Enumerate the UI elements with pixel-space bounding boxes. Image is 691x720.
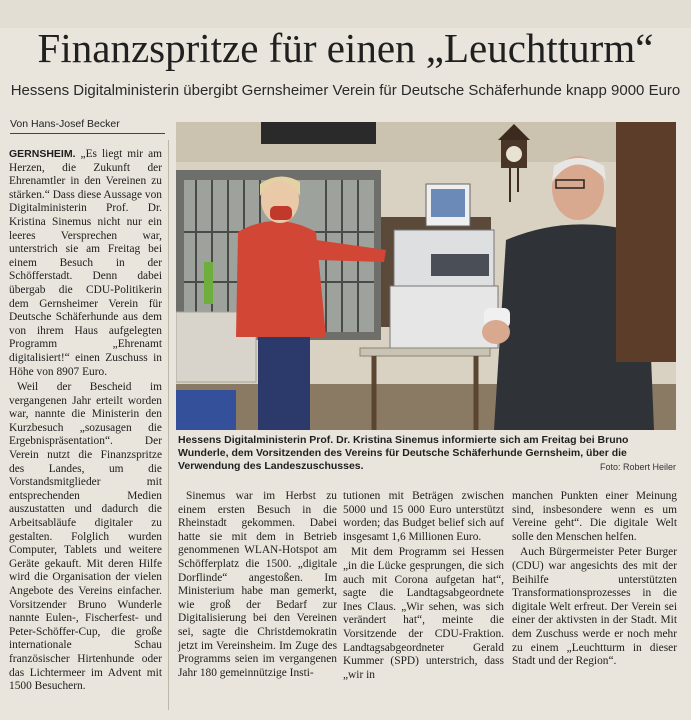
photo-caption: Hessens Digitalministerin Prof. Dr. Kristina Sinemus informierte sich am Freitag bei Bruno Wunderle, dem Vorsitzenden des Vereins für Deutsche Schäferhunde Gernsheim, über die Verwendung des Landeszuschusses. [178, 434, 629, 472]
subheadline: Hessens Digitalministerin übergibt Gernsheimer Verein für Deutsche Schäferhunde knapp 9000 Euro [10, 82, 681, 99]
ceiling [176, 122, 676, 162]
article-column-1 [9, 148, 162, 696]
byline: Von Hans-Josef Becker [10, 118, 165, 134]
article-column-3 [343, 490, 504, 684]
article-column-2 [178, 490, 337, 682]
paragraph: Mit dem Programm sei Hessen „in die Lücke gesprungen, die sich auch mit Corona aufgetan hat“, sagte die Landtagsabgeordnete Ines Claus. „Wir sehen, was sich verändert hat“, meinte die Vorsitzende der CDU-Fraktion. Landtagsabgeordneter Gerald Kummer (SPD) unterstrich, dass „wir in [343, 546, 504, 681]
lead-text: „Es liegt mir am Herzen, die Zukunft der Ehrenamtler in den Vereinen zu stärken.“ Dass diese Aussage von Digitalministerin Prof. Dr. Kristina Sinemus nicht nur ein leeres Versprechen war, unterstrich sie am Freitag bei einem Besuch in der Schöfferstadt. Denn dabei übergab die CDU-Politikerin dem Gernsheimer Verein für Deutsche Schäferhunde aus dem von ihrem Haus aufgelegten Programm „Ehrenamt digitalisiert!“ einen Zuschuss in Höhe von 8907 Euro. [9, 148, 162, 378]
article-photo [176, 122, 676, 430]
paragraph: manchen Punkten einer Meinung sind, insbesondere wenn es um Vereine geht“. Die digitale Welt solle den Menschen helfen. [512, 490, 677, 543]
wall-tv [261, 122, 376, 144]
photo-illustration [176, 122, 676, 430]
blue-chair [176, 390, 236, 430]
cabinet [616, 122, 676, 362]
dateline: GERNSHEIM. [9, 148, 76, 160]
article-column-4 [512, 490, 677, 671]
paragraph: Weil der Bescheid im vergangenen Jahr erteilt worden war, nannte die Ministerin den Kurzbesuch „sozusagen die Ergebnispräsentation“. Der Verein nutzt die Finanzspritze des Landes, um die Vorstandsmitglieder mit entsprechenden Medien auszustatten und dadurch die Arbeitsabläufe digitaler zu gestalten. Folglich wurden Computer, Tablets und weitere Geräte gekauft. Mit deren Hilfe wird die Organisation der vielen Angebote des Vereins einfacher. Vorsitzender Bruno Wunderle nannte Eulen-, Fischerfest- und Peter-Schöffer-Cup, die große internationale Schau französischer Hirtenhunde oder das Lichtermeer im Advent mit 1500 Besuchern. [9, 381, 162, 693]
paragraph: Auch Bürgermeister Peter Burger (CDU) war angesichts des mit der Beihilfe unterstützten Transformationsprozesses in die digitale Welt erfreut. Der Verein sei einer der aktivsten in der Stadt. Mit dem Zuschuss werde er noch mehr zu einem „Leuchtturm in dieser Stadt und der Region“. [512, 546, 677, 668]
photo-credit: Foto: Robert Heiler [599, 462, 676, 472]
paragraph-lead [9, 148, 162, 379]
green-bottle [204, 262, 213, 304]
paragraph: tutionen mit Beträgen zwischen 5000 und 15 000 Euro unterstützt worden; das Budget belief sich auf insgesamt 1,6 Millionen Euro. [343, 490, 504, 543]
headline: Finanzspritze für einen „Leuchtturm“ [37, 25, 654, 71]
column-rule [168, 140, 169, 710]
paragraph: Sinemus war im Herbst zu einem ersten Besuch in die Rheinstadt gekommen. Dabei hatte sie mit dem in Betrieb genommenen WLAN-Hotspot am Schöfferplatz die 1500. „digitale Dorflinde“ angestoßen. Im Ministerium habe man gemerkt, wie groß der Bedarf zur Digitalisierung bei den Vereinen sei, sagte die Christdemokratin jetzt im Vereinsheim. Im Zuge des Programms seien im vergangenen Jahr 180 gemeinnützige Insti- [178, 490, 337, 679]
